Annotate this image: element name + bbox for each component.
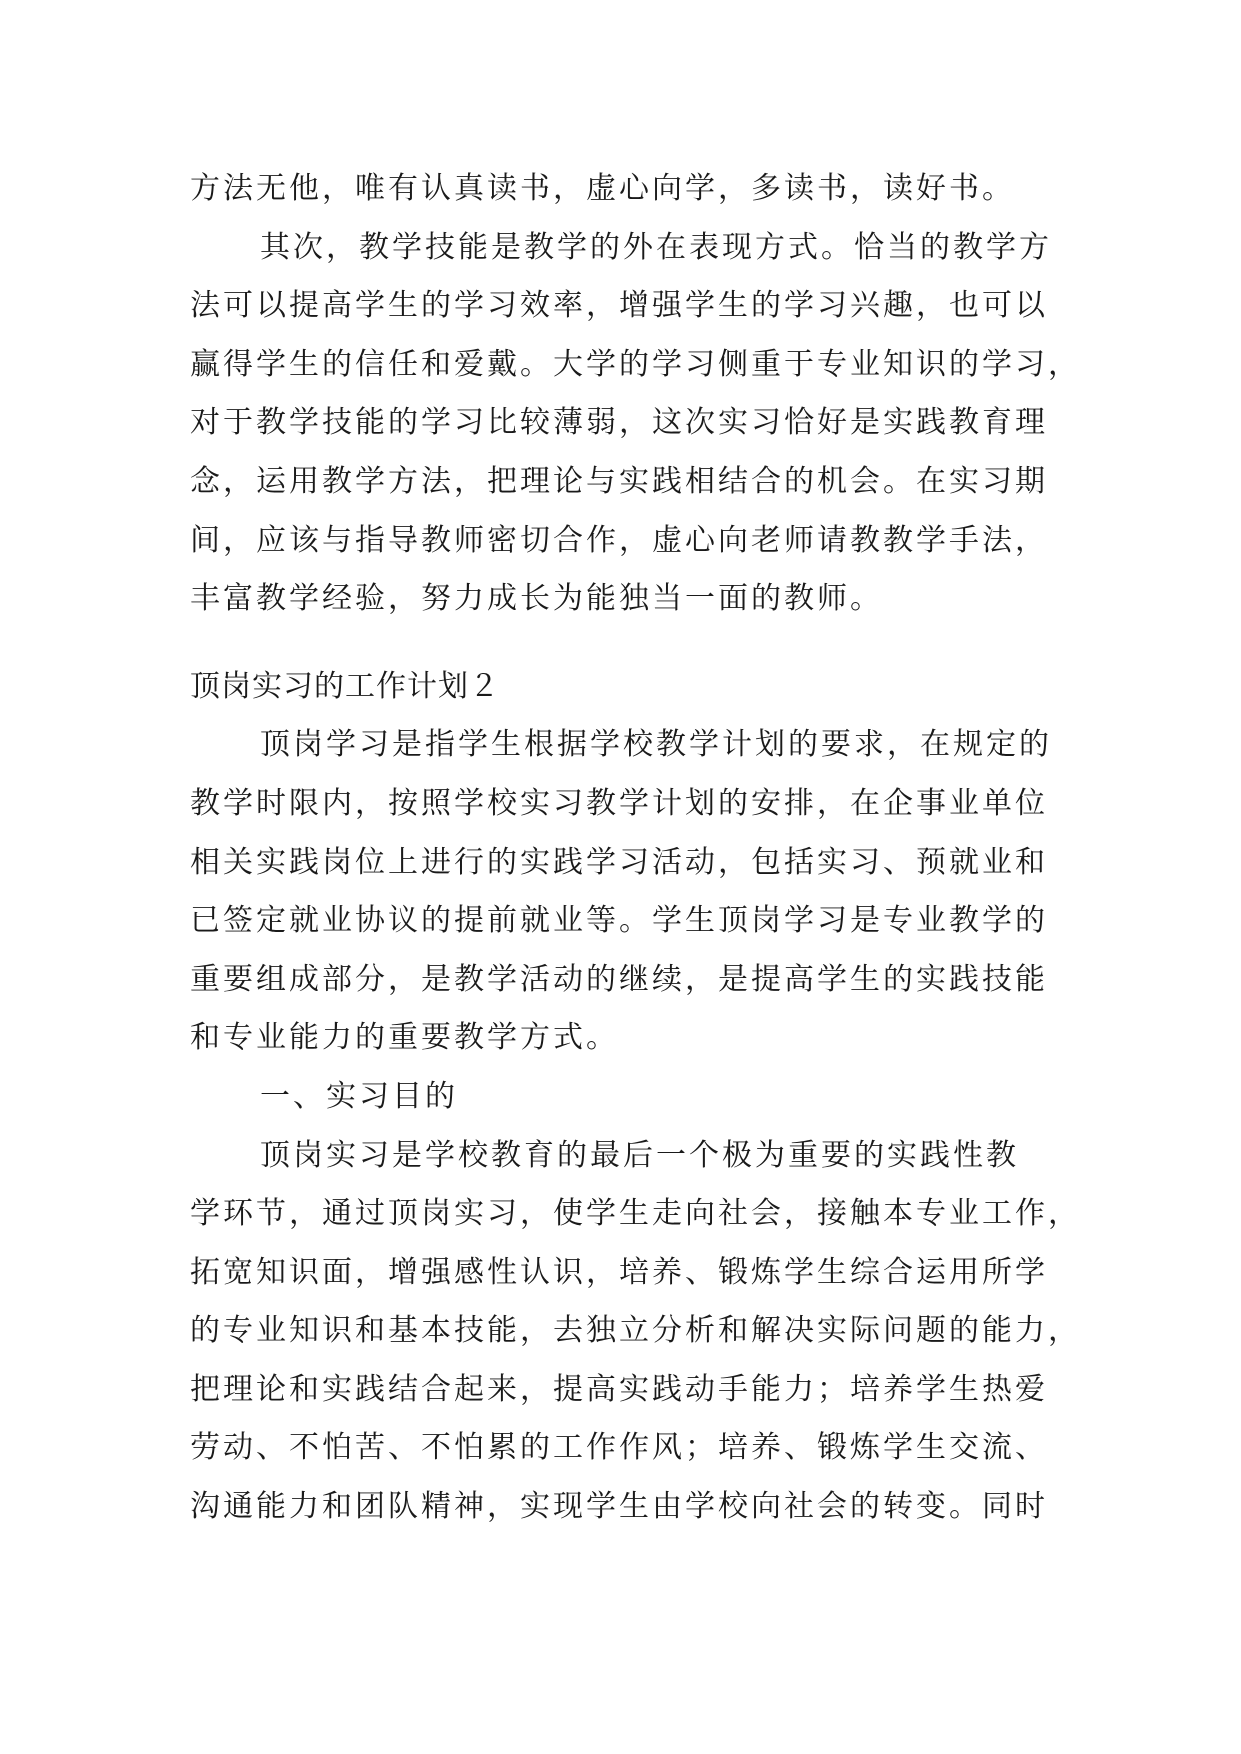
text-line: 拓宽知识面，增强感性认识，培养、锻炼学生综合运用所学 [190, 1254, 1048, 1290]
text-line: 教学时限内，按照学校实习教学计划的安排，在企事业单位 [190, 785, 1048, 821]
text-line: 方法无他，唯有认真读书，虚心向学，多读书，读好书。 [190, 171, 1015, 206]
text-line: 丰富教学经验，努力成长为能独当一面的教师。 [190, 581, 883, 617]
subsection-title: 一、实习目的 [260, 1078, 458, 1114]
paragraph-continuation [190, 160, 1060, 219]
text-line: 沟通能力和团队精神，实现学生由学校向社会的转变。同时 [190, 1489, 1048, 1525]
paragraph-teaching-skills [190, 219, 1081, 629]
document-body [190, 160, 1081, 1537]
text-line: 已签定就业协议的提前就业等。学生顶岗学习是专业教学的 [190, 903, 1048, 939]
text-line: 其次，教学技能是教学的外在表现方式。恰当的教学方 [260, 229, 1052, 265]
paragraph-definition [190, 716, 1060, 1068]
text-line: 顶岗实习是学校教育的最后一个极为重要的实践性教 [260, 1137, 1019, 1173]
text-line: 顶岗学习是指学生根据学校教学计划的要求，在规定的 [260, 727, 1052, 763]
paragraph-purpose [190, 1127, 1081, 1537]
text-line: 劳动、不怕苦、不怕累的工作作风；培养、锻炼学生交流、 [190, 1430, 1048, 1466]
section-heading: 顶岗实习的工作计划２ [190, 668, 500, 704]
text-line: 念，运用教学方法，把理论与实践相结合的机会。在实习期 [190, 463, 1048, 499]
text-line: 的专业知识和基本技能，去独立分析和解决实际问题的能力， [190, 1313, 1081, 1349]
text-line: 和专业能力的重要教学方式。 [190, 1020, 619, 1056]
text-line: 重要组成部分，是教学活动的继续，是提高学生的实践技能 [190, 961, 1048, 997]
text-line: 赢得学生的信任和爱戴。大学的学习侧重于专业知识的学习， [190, 346, 1081, 382]
text-line: 间，应该与指导教师密切合作，虚心向老师请教教学手法， [190, 522, 1048, 558]
text-line: 学环节，通过顶岗实习，使学生走向社会，接触本专业工作， [190, 1196, 1081, 1232]
text-line: 相关实践岗位上进行的实践学习活动，包括实习、预就业和 [190, 844, 1048, 880]
text-line: 把理论和实践结合起来，提高实践动手能力；培养学生热爱 [190, 1371, 1048, 1407]
text-line: 对于教学技能的学习比较薄弱，这次实习恰好是实践教育理 [190, 405, 1048, 441]
text-line: 法可以提高学生的学习效率，增强学生的学习兴趣，也可以 [190, 288, 1048, 324]
